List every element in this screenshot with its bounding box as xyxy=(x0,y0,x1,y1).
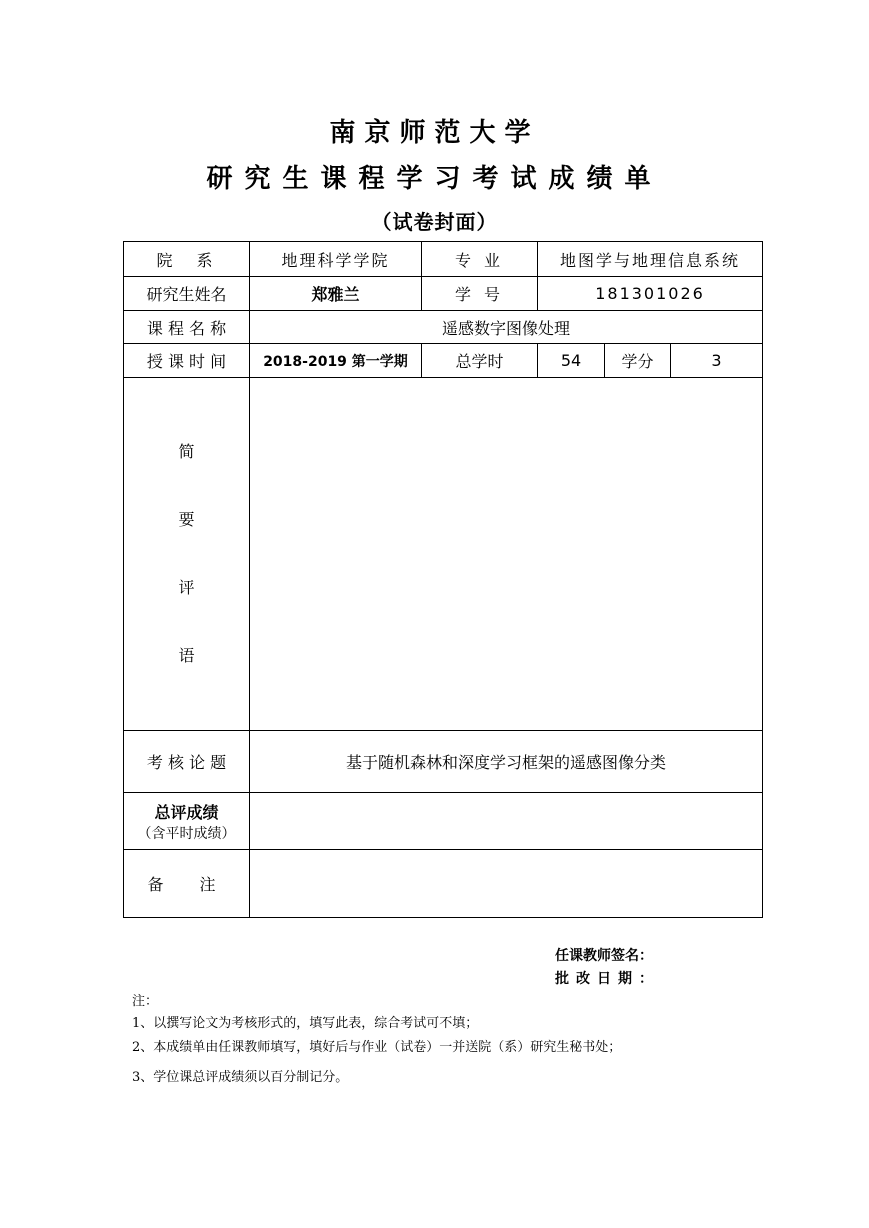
university-name: 南京师范大学 xyxy=(329,118,540,148)
dept-value: 地理科学学院 xyxy=(250,242,422,277)
note-item: 1、以撰写论文为考核形式的，填写此表，综合考试可不填； xyxy=(132,1016,479,1031)
comment-label-char: 语 xyxy=(178,646,195,665)
score-label-cell xyxy=(124,793,250,850)
comment-label-char: 评 xyxy=(178,578,195,597)
credit-value: 3 xyxy=(671,344,763,378)
remark-label: 备 注 xyxy=(124,850,250,918)
form-title: 研究生课程学习考试成绩单 xyxy=(206,164,663,194)
table-row xyxy=(124,277,763,311)
topic-label: 考 核 论 题 xyxy=(124,731,250,793)
name-label: 研究生姓名 xyxy=(124,277,250,311)
score-field[interactable] xyxy=(250,793,763,850)
credit-label: 学分 xyxy=(605,344,671,378)
topic-value: 基于随机森林和深度学习框架的遥感图像分类 xyxy=(250,731,763,793)
major-label: 专 业 xyxy=(422,242,538,277)
course-value: 遥感数字图像处理 xyxy=(250,311,763,344)
note-item: 2、本成绩单由任课教师填写，填好后与作业（试卷）一并送院（系）研究生秘书处； xyxy=(132,1040,622,1055)
note-item: 3、学位课总评成绩须以百分制记分。 xyxy=(132,1070,349,1085)
student-id-label: 学 号 xyxy=(422,277,538,311)
table-row xyxy=(124,242,763,277)
remark-field[interactable] xyxy=(250,850,763,918)
table-row xyxy=(124,731,763,793)
score-label: 总评成绩 xyxy=(154,802,219,822)
comment-field[interactable] xyxy=(250,378,763,731)
comment-label xyxy=(124,378,250,731)
form-subtitle: （试卷封面） xyxy=(371,210,498,234)
comment-label-stack xyxy=(124,418,249,690)
table-row xyxy=(124,793,763,850)
hours-value: 54 xyxy=(538,344,605,378)
table-row xyxy=(124,344,763,378)
table-row xyxy=(124,850,763,918)
dept-label: 院 系 xyxy=(124,242,250,277)
table-row xyxy=(124,378,763,731)
table-row xyxy=(124,311,763,344)
grade-form-table xyxy=(123,241,763,918)
comment-label-char: 简 xyxy=(178,442,195,461)
term-label: 授 课 时 间 xyxy=(124,344,250,378)
student-id-value: 181301026 xyxy=(538,277,763,311)
notes-heading: 注： xyxy=(132,994,159,1009)
score-sublabel: （含平时成绩） xyxy=(137,825,236,842)
grading-date-label: 批改日期： xyxy=(555,971,660,987)
name-value: 郑雅兰 xyxy=(250,277,422,311)
comment-label-char: 要 xyxy=(178,510,195,529)
teacher-signature-label: 任课教师签名： xyxy=(555,948,653,964)
term-value: 2018-2019 第一学期 xyxy=(250,344,422,378)
course-label: 课 程 名 称 xyxy=(124,311,250,344)
hours-label: 总学时 xyxy=(422,344,538,378)
major-value: 地图学与地理信息系统 xyxy=(538,242,763,277)
